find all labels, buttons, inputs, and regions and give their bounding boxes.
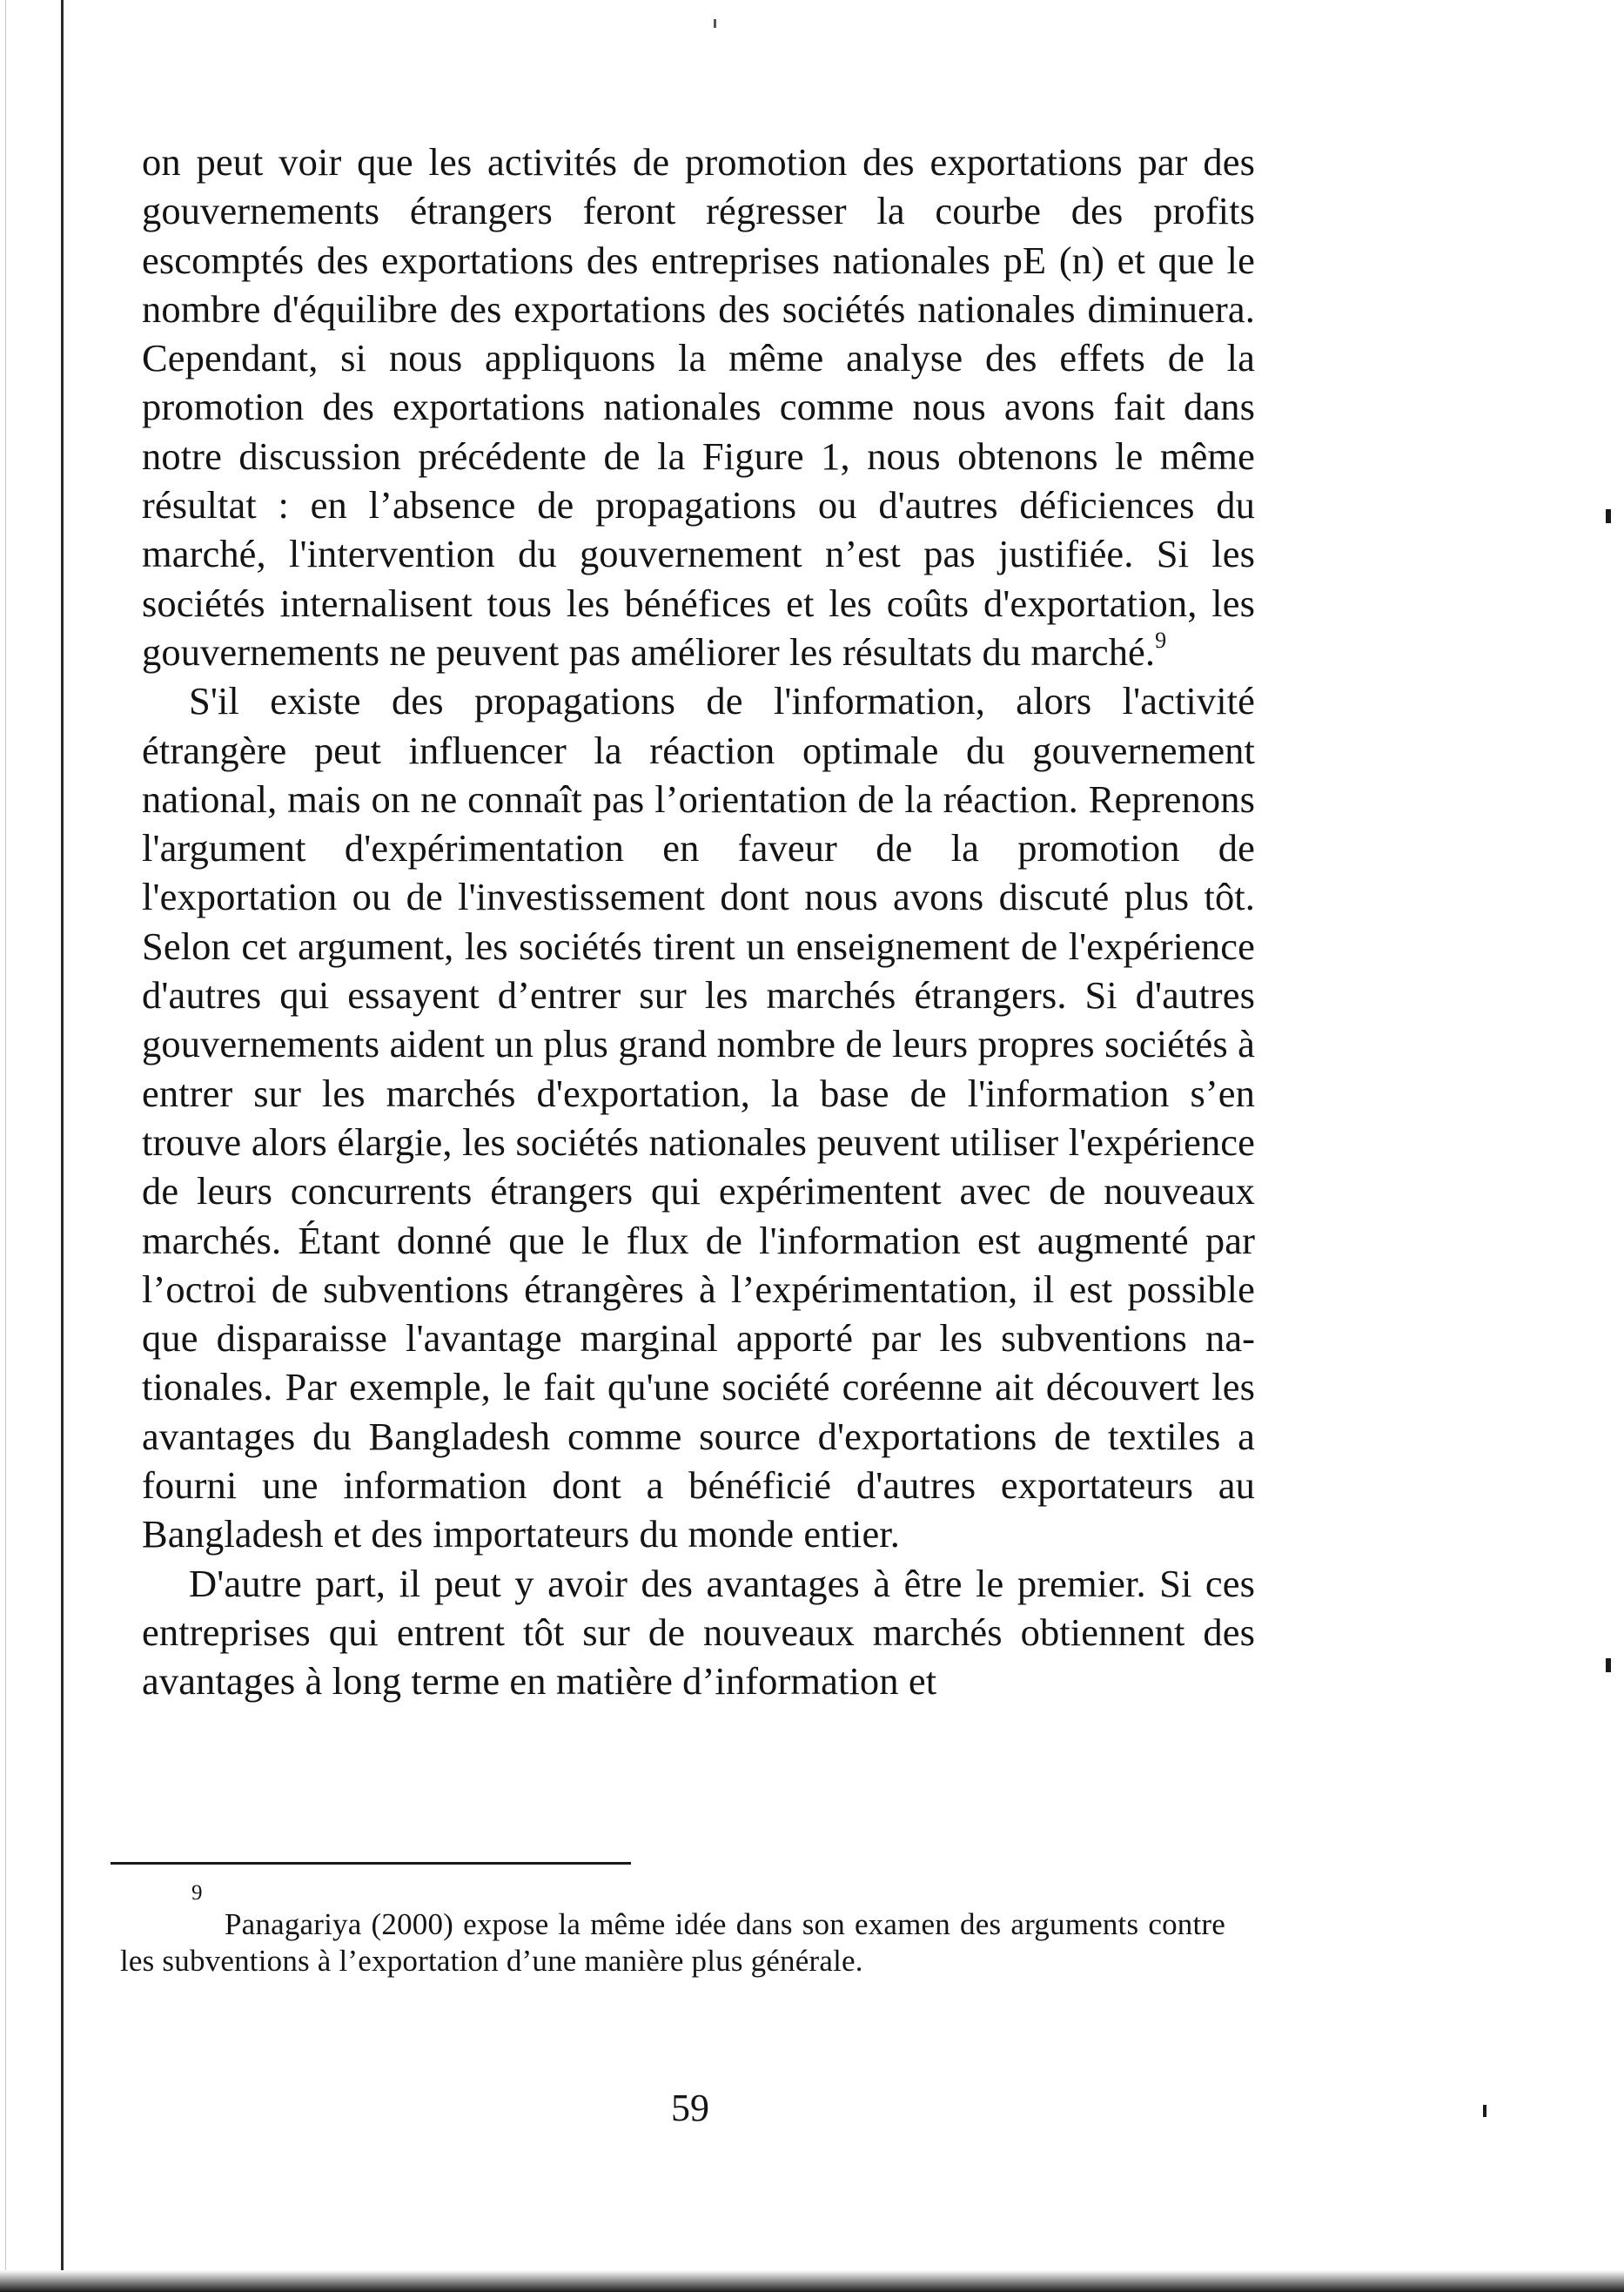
footnote-mark: 9 [191,1881,203,1905]
page-number: 59 [671,2087,709,2129]
scan-border-left [61,0,64,2292]
paragraph: S'il existe des propagations de l'information, alors l'activité étrangère peut influencer la réaction optimale du gouvernement national, mais on ne connaît pas l’orientation de la réaction. Reprenons l'argument d'expérimentation en faveur de la promotion de l'exportation ou de l'investissement dont nous avons discuté plus tôt. Selon cet argument, les sociétés tirent un enseignement de l'expérience d'autres qui essayent d’entrer sur les marchés étrangers. Si d'autres gouvernements aident un plus grand nombre de leurs propres sociétés à entrer sur les marchés d'exportation, la base de l'information s’en trouve alors élargie, les sociétés nationales peuvent utiliser l'expérience de leurs concurrents étrangers qui expérimentent avec de nouveaux marchés. Étant donné que le flux de l'information est augmenté par l’octroi de subventions étrangères à l’expérimentation, il est possible que disparaisse l'avantage marginal apporté par les subventions nationales. Par exemple, le fait qu'une société coréenne ait découvert les avantages du Bangladesh comme source d'exportations de textiles a fourni une information dont a bénéficié d'autres exportateurs au Bangladesh et des importateurs du monde entier. [142,679,1255,1556]
paragraph [142,138,1255,676]
scan-speck [714,19,716,28]
footnote [120,1881,1225,1979]
scan-margin-mark [1606,1658,1611,1672]
scan-border-bottom [0,2270,1624,2292]
footnote-reference[interactable]: 9 [1155,627,1167,653]
scan-margin-mark [1483,2105,1486,2117]
body-text [142,138,1255,1706]
footnote-text: Panagariya (2000) expose la même idée dans son examen des arguments contre les subventions à l’exportation d’une manière plus générale. [120,1907,1225,1978]
scan-margin-mark [1606,509,1611,523]
paragraph-text: on peut voir que les activités de promotion des exportations par des gouvernements étrangers feront régresser la courbe des profits escomptés des exportations des entreprises nationales pE (n) et que le nombre d'équilibre des exportations des sociétés nationales diminuera. Cependant, si nous appliquons la même analyse des effets de la promotion des exportations nationales comme nous avons fait dans notre discussion précédente de la Figure 1, nous obtenons le même résultat : en l’absence de propagations ou d'autres déficiences du marché, l'intervention du gouvernement n’est pas justifiée. Si les sociétés internalisent tous les bénéfices et les coûts d'exportation, les gouvernements ne peuvent pas améliorer les résultats du marché. [142,140,1255,674]
footnote-rule [111,1862,631,1865]
paragraph: D'autre part, il peut y avoir des avantages à être le premier. Si ces entreprises qui entrent tôt sur de nouveaux marchés obtiennent des avantages à long terme en matière d’information et [142,1561,1255,1704]
scan-border-faint [5,0,6,2292]
